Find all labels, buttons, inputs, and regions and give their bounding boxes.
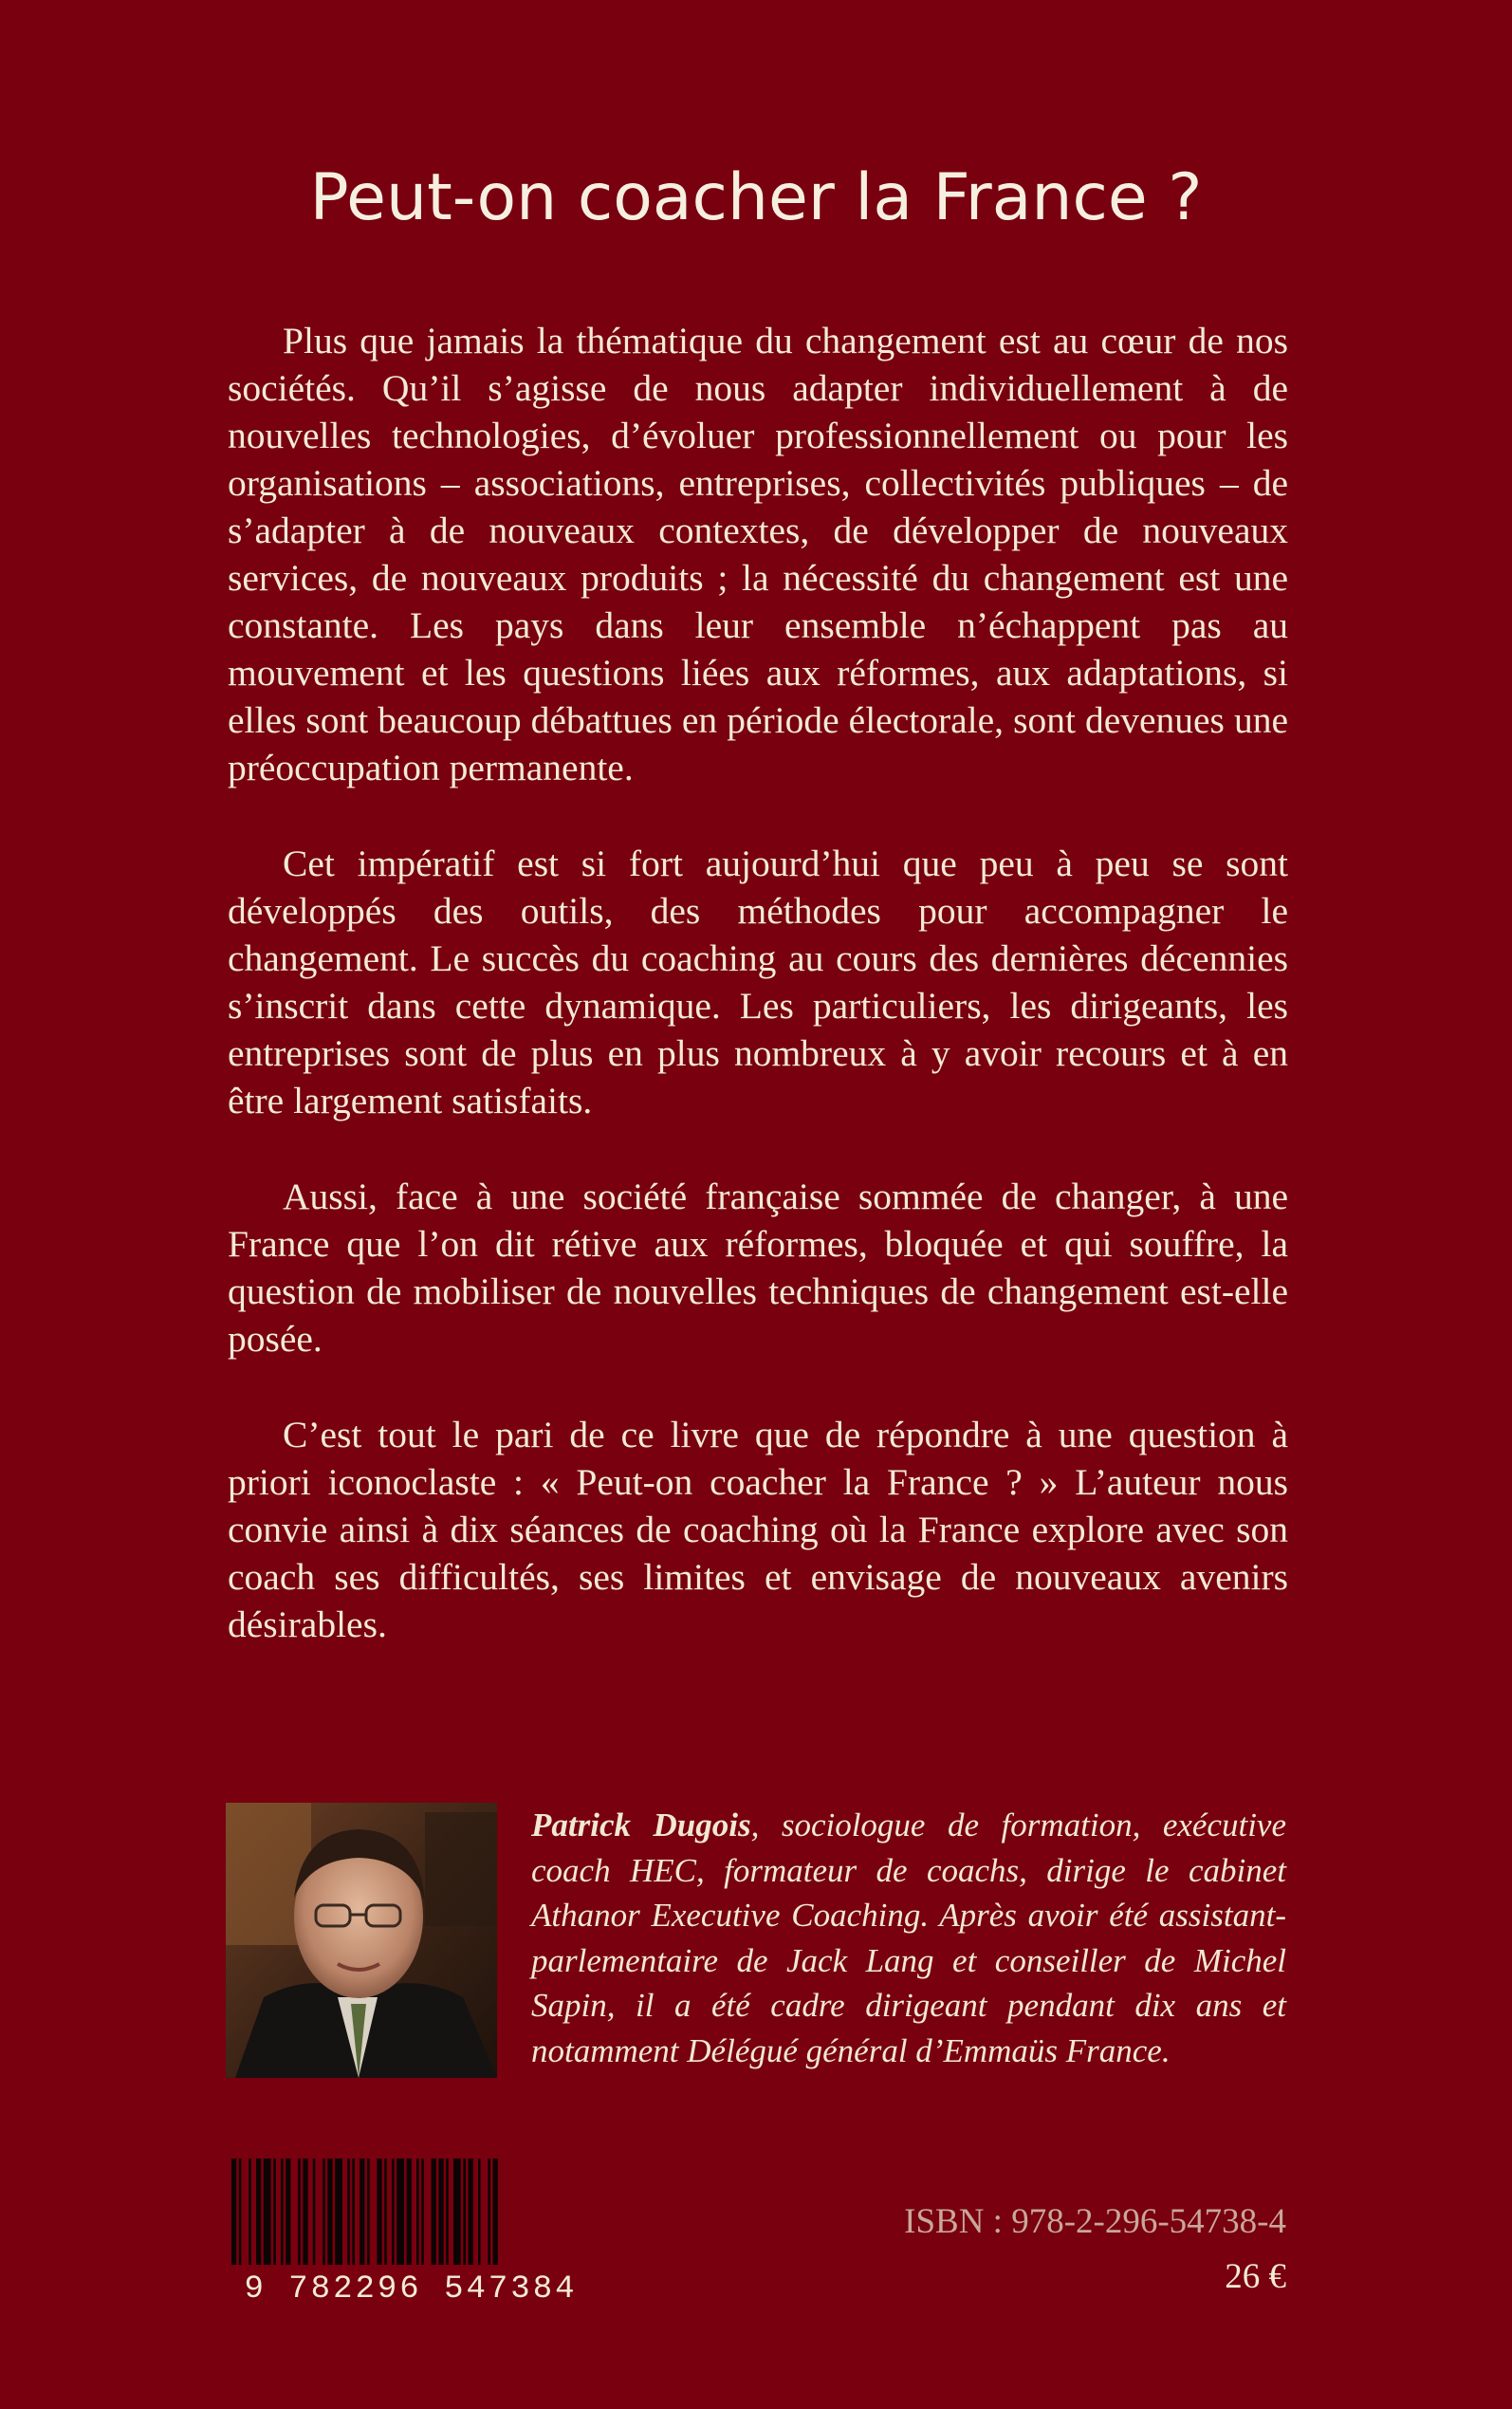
barcode-bar: [327, 2159, 332, 2265]
barcode-bar: [478, 2159, 481, 2265]
barcode-bar: [469, 2159, 473, 2265]
barcode-bar: [360, 2159, 364, 2265]
barcode-bar: [303, 2159, 307, 2265]
author-name: Patrick Dugois: [531, 1807, 751, 1844]
barcode-bar: [392, 2159, 395, 2265]
barcode-bar: [323, 2159, 325, 2265]
barcode-bar: [493, 2159, 498, 2265]
barcode-bar: [367, 2159, 370, 2265]
barcode-bar: [256, 2159, 261, 2265]
summary-paragraph-2: Cet impératif est si fort aujourd’hui que peu à peu se sont développés des outils, des méthodes pour accompagner le changement. Le succès du coaching au cours des dernières décennies s’inscrit dans cette dynamique. Les particuliers, les dirigeants, les entreprises sont de plus en plus nombreux à y avoir recours et à en être largement satisfaits.: [228, 843, 1288, 1121]
barcode-bar: [432, 2159, 436, 2265]
barcode-bar: [488, 2159, 490, 2265]
author-bio: [531, 1803, 1286, 2073]
barcode-bar: [273, 2159, 276, 2265]
barcode-bar: [446, 2159, 449, 2265]
price: 26 €: [1225, 2257, 1286, 2296]
barcode-bar: [286, 2159, 290, 2265]
barcode-bar: [298, 2159, 301, 2265]
book-title: Peut-on coacher la France ?: [309, 160, 1203, 235]
barcode-bar: [377, 2159, 381, 2265]
author-photo: [226, 1803, 497, 2078]
barcode-bar: [347, 2159, 350, 2265]
barcode-bar: [352, 2159, 355, 2265]
barcode-bar: [249, 2159, 251, 2265]
barcode-bar: [384, 2159, 387, 2265]
barcode-bar: [335, 2159, 342, 2265]
barcode-bar: [396, 2159, 404, 2265]
barcode-bar: [438, 2159, 443, 2265]
barcode-bar: [421, 2159, 424, 2265]
summary-text: [228, 317, 1288, 1696]
author-bio-text: , sociologue de formation, exécutive coach HEC, formateur de coachs, dirige le cabinet Athanor Executive Coaching. Après avoir été assistant-parlementaire de Jack Lang et conseiller de Michel Sapin, il a été cadre dirigeant pendant dix ans et notamment Délégué général d’Emmaüs France.: [531, 1807, 1286, 2069]
barcode-bar: [407, 2159, 412, 2265]
barcode-bar: [416, 2159, 419, 2265]
barcode: [228, 2159, 594, 2301]
barcode-bar: [264, 2159, 271, 2265]
barcode-bar: [453, 2159, 461, 2265]
barcode-bar: [239, 2159, 242, 2265]
barcode-digits: 9 782296 547384: [244, 2271, 578, 2301]
summary-paragraph-1: Plus que jamais la thématique du changement est au cœur de nos sociétés. Qu’il s’agisse de nous adapter individuellement à de nouvelles technologies, d’évoluer professionnellement ou pour les organisations – associations, entreprises, collectivités publiques – de s’adapter à de nouveaux contextes, de développer de nouveaux services, de nouveaux produits ; la nécessité du changement est une constante. Les pays dans leur ensemble n’échappent pas au mouvement et les questions liées aux réformes, aux adaptations, si elles sont beaucoup débattues en période électorale, sont devenues une préoccupation permanente.: [228, 320, 1288, 788]
summary-paragraph-3: Aussi, face à une société française sommée de changer, à une France que l’on dit rétive aux réformes, bloquée et qui souffre, la question de mobiliser de nouvelles techniques de changement est-elle posée.: [228, 1176, 1288, 1360]
barcode-bar: [231, 2159, 236, 2265]
isbn: ISBN : 978-2-296-54738-4: [904, 2202, 1286, 2241]
barcode-bar: [463, 2159, 466, 2265]
summary-paragraph-4: C’est tout le pari de ce livre que de répondre à une question à priori iconoclaste : « Peut-on coacher la France ? » L’auteur nous convie ainsi à dix séances de coaching où la France explore avec son coach ses difficultés, ses limites et envisage de nouveaux avenirs désirables.: [228, 1414, 1288, 1645]
barcode-bar: [281, 2159, 284, 2265]
barcode-bar: [313, 2159, 316, 2265]
